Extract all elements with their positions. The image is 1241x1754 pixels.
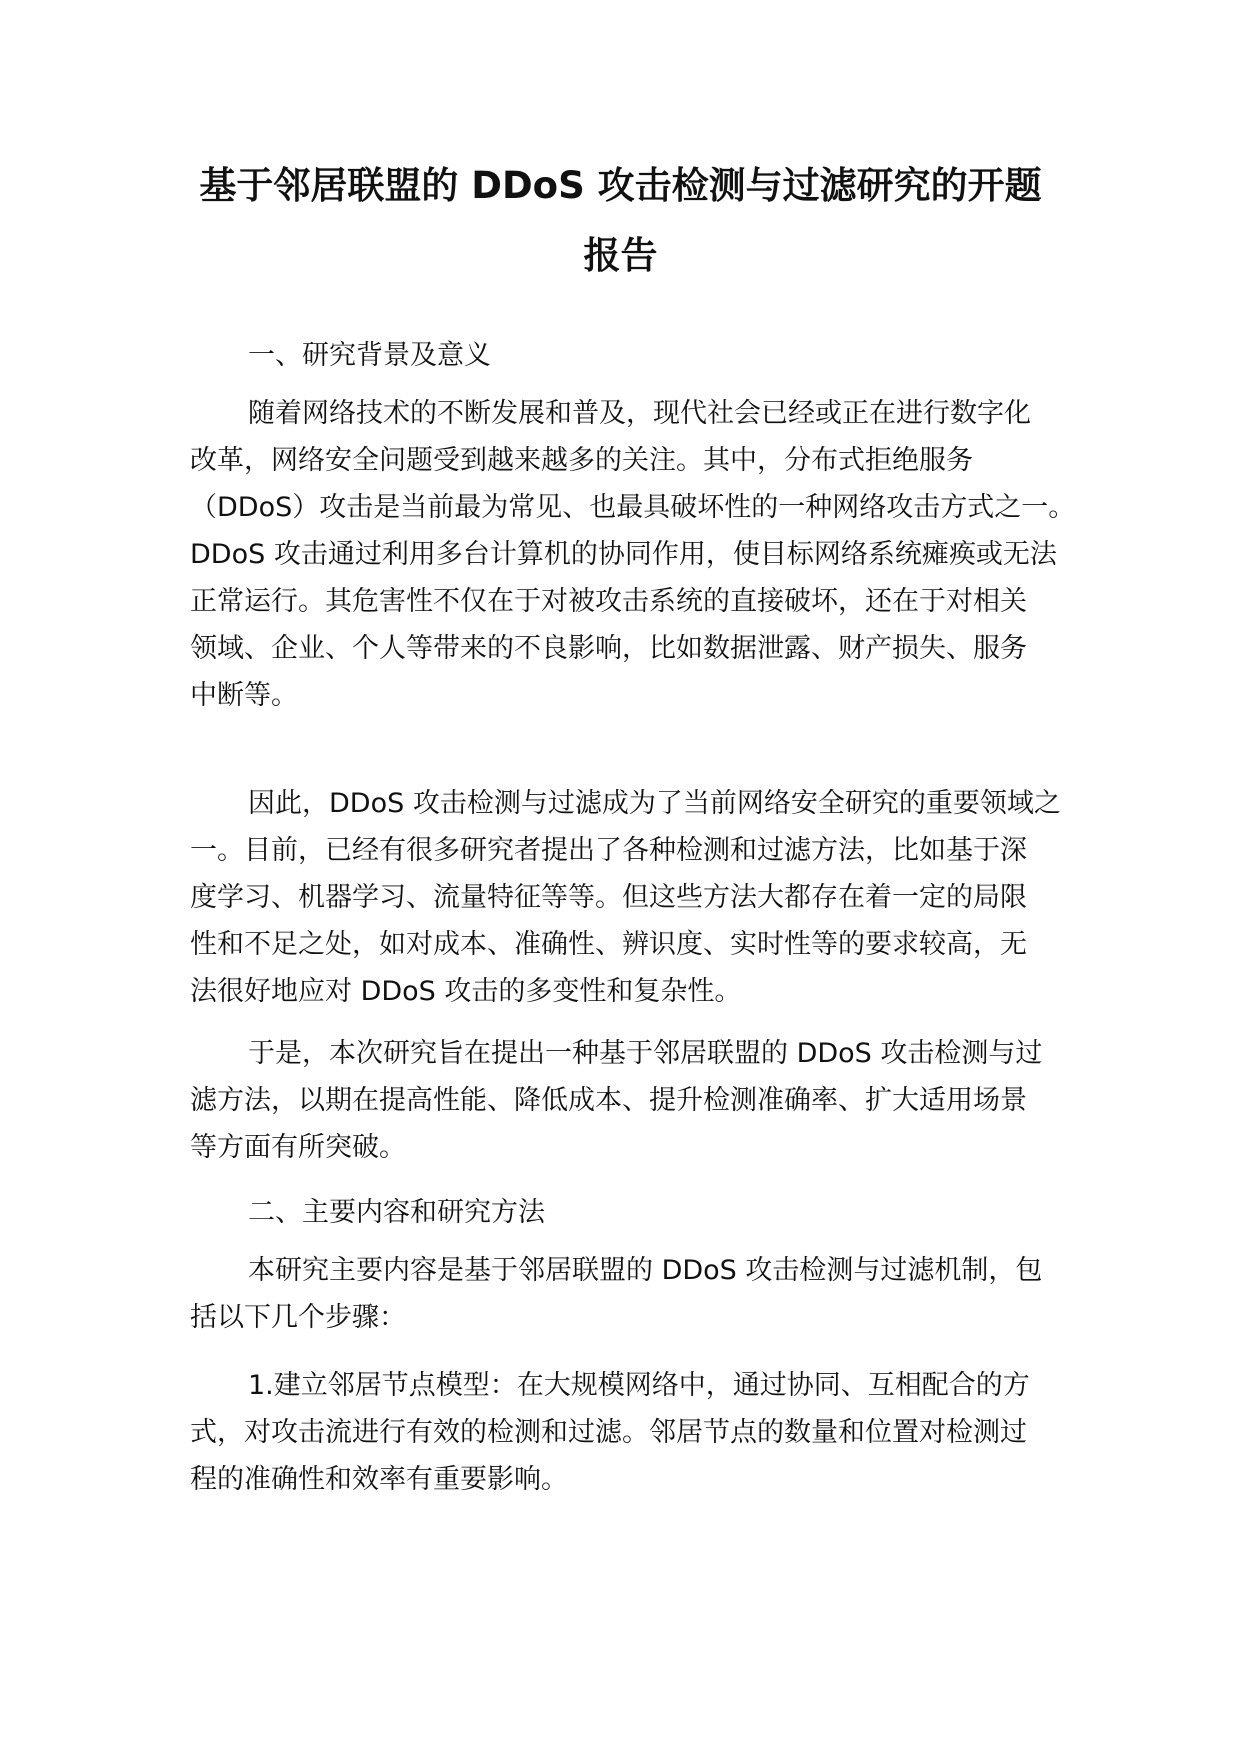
paragraph-1-line: 领域、企业、个人等带来的不良影响，比如数据泄露、财产损失、服务 (190, 633, 1027, 664)
paragraph-3-line: 于是，本次研究旨在提出一种基于邻居联盟的 DDoS 攻击检测与过 (248, 1038, 1043, 1069)
paragraph-1-line: 改革，网络安全问题受到越来越多的关注。其中，分布式拒绝服务 (190, 445, 973, 476)
paragraph-5-line: 1.建立邻居节点模型：在大规模网络中，通过协同、互相配合的方 (248, 1370, 1030, 1401)
paragraph-1-line: 正常运行。其危害性不仅在于对被攻击系统的直接破坏，还在于对相关 (190, 586, 1027, 617)
paragraph-2-line: 度学习、机器学习、流量特征等等。但这些方法大都存在着一定的局限 (190, 882, 1027, 913)
paragraph-1-line: 中断等。 (190, 680, 298, 711)
paragraph-2-line: 性和不足之处，如对成本、准确性、辨识度、实时性等的要求较高，无 (190, 929, 1027, 960)
section-2-heading: 二、主要内容和研究方法 (248, 1197, 545, 1228)
paragraph-1-line: DDoS 攻击通过利用多台计算机的协同作用，使目标网络系统瘫痪或无法 (190, 539, 1057, 570)
document-title-line-2: 报告 (583, 234, 658, 277)
paragraph-3-line: 等方面有所突破。 (190, 1132, 406, 1163)
paragraph-3 (190, 1030, 1060, 1171)
paragraph-2 (190, 780, 1060, 1015)
section-1-heading: 一、研究背景及意义 (248, 340, 491, 371)
paragraph-1-line: （DDoS）攻击是当前最为常见、也最具破坏性的一种网络攻击方式之一。 (190, 492, 1076, 523)
paragraph-1 (190, 390, 1076, 719)
paragraph-4-line: 括以下几个步骤： (190, 1302, 406, 1333)
paragraph-2-line: 因此，DDoS 攻击检测与过滤成为了当前网络安全研究的重要领域之 (248, 788, 1061, 819)
paragraph-5-line: 式，对攻击流进行有效的检测和过滤。邻居节点的数量和位置对检测过 (190, 1417, 1027, 1448)
paragraph-2-line: 一。目前，已经有很多研究者提出了各种检测和过滤方法，比如基于深 (190, 835, 1027, 866)
document-title-line-1: 基于邻居联盟的 DDoS 攻击检测与过滤研究的开题 (199, 164, 1042, 207)
paragraph-5 (190, 1362, 1060, 1503)
paragraph-4-line: 本研究主要内容是基于邻居联盟的 DDoS 攻击检测与过滤机制，包 (248, 1255, 1043, 1286)
paragraph-4 (190, 1247, 1060, 1341)
paragraph-1-line: 随着网络技术的不断发展和普及，现代社会已经或正在进行数字化 (248, 398, 1031, 429)
paragraph-5-line: 程的准确性和效率有重要影响。 (190, 1464, 568, 1495)
paragraph-2-line: 法很好地应对 DDoS 攻击的多变性和复杂性。 (190, 976, 742, 1007)
paragraph-3-line: 滤方法，以期在提高性能、降低成本、提升检测准确率、扩大适用场景 (190, 1085, 1027, 1116)
